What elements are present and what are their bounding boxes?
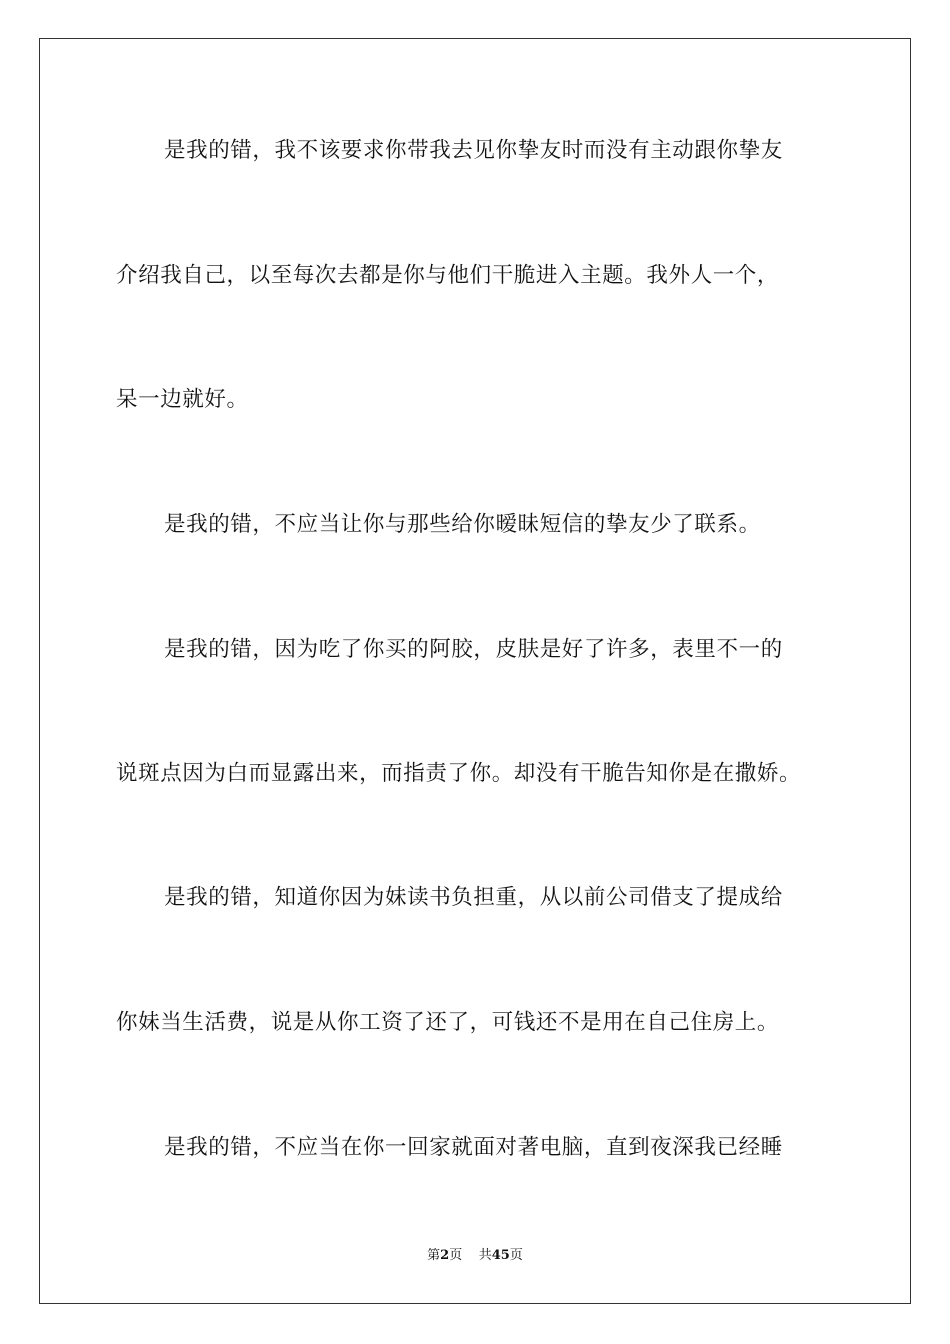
page-number: 2 — [440, 1248, 450, 1263]
page-frame — [39, 38, 911, 1304]
total-prefix: 共 — [478, 1248, 492, 1263]
paragraph-line-9: 是我的错，不应当在你一回家就面对著电脑，直到夜深我已经睡 — [164, 1135, 783, 1160]
total-suffix: 页 — [509, 1248, 523, 1263]
paragraph-line-3: 呆一边就好。 — [116, 387, 249, 412]
paragraph-line-4: 是我的错，不应当让你与那些给你暧昧短信的挚友少了联系。 — [164, 512, 761, 537]
total-pages: 45 — [491, 1248, 510, 1263]
page-footer — [0, 1247, 950, 1265]
page-suffix: 页 — [449, 1248, 463, 1263]
paragraph-line-6: 说斑点因为白而显露出来，而指责了你。却没有干脆告知你是在撒娇。 — [116, 761, 802, 786]
paragraph-line-1: 是我的错，我不该要求你带我去见你挚友时而没有主动跟你挚友 — [164, 138, 783, 163]
paragraph-line-8: 你妹当生活费，说是从你工资了还了，可钱还不是用在自己住房上。 — [116, 1010, 780, 1035]
page-prefix: 第 — [427, 1248, 441, 1263]
paragraph-line-7: 是我的错，知道你因为妹读书负担重，从以前公司借支了提成给 — [164, 885, 783, 910]
paragraph-line-2: 介绍我自己，以至每次去都是你与他们干脆进入主题。我外人一个， — [116, 263, 780, 288]
paragraph-line-5: 是我的错，因为吃了你买的阿胶，皮肤是好了许多，表里不一的 — [164, 637, 783, 662]
